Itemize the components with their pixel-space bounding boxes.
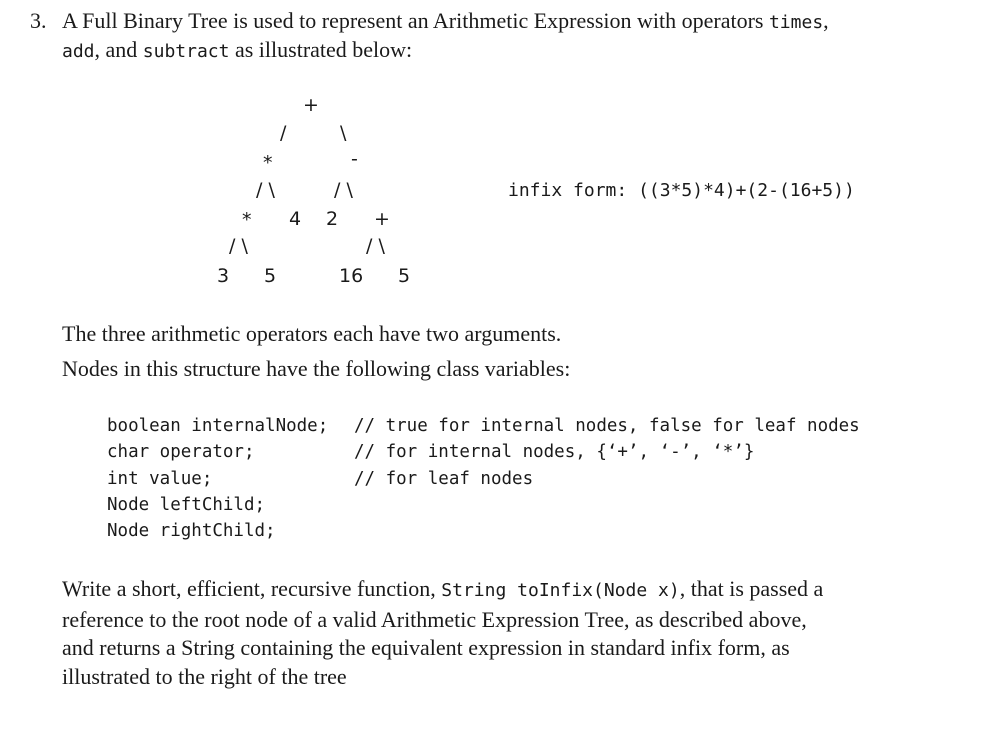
instruction-line-1 [62,575,922,606]
paragraph-operators: The three arithmetic operators each have two arguments. [62,321,562,346]
question-text-3: as illustrated below: [229,37,413,62]
tree-leaf: 5 [398,265,411,287]
infix-expression: ((3*5)*4)+(2-(16+5)) [638,180,855,201]
question-text-2: , and [94,37,143,62]
tree-leaf: 3 [217,265,230,287]
instruction-line-2: reference to the root node of a valid Arithmetic Expression Tree, as described above, [62,606,807,632]
instruction-text: , that is passed a [679,576,824,601]
code-comment: // for internal nodes, {‘+’, ‘-’, ‘*’} [354,442,755,462]
tree-leaf: 16 [339,265,364,287]
tree-root-node: + [303,94,319,116]
tree-edges: / \ [256,179,275,201]
code-decl: char operator; [107,442,255,462]
tree-edge: \ [340,122,347,144]
code-comment: // true for internal nodes, false for leaf nodes [354,416,860,436]
question-line-2 [62,37,412,63]
tree-leaf: 5 [264,265,277,287]
comma: , [823,8,829,33]
code-comment: // for leaf nodes [354,469,534,489]
paragraph-class-variables: Nodes in this structure have the following class variables: [62,356,571,381]
question-number: 3. [30,8,47,33]
operator-add: add [62,41,95,62]
tree-node: - [351,148,358,170]
tree-node: + [374,208,390,230]
question-text-1: A Full Binary Tree is used to represent an Arithmetic Expression with operators [62,8,769,33]
infix-form [508,180,855,201]
infix-label: infix form: [508,180,628,201]
operator-subtract: subtract [142,41,230,62]
tree-edges: / \ [366,235,385,257]
tree-edge: / [280,122,287,144]
tree-node: * [263,152,273,174]
tree-leaf: 4 [289,208,302,230]
code-decl: int value; [107,469,213,489]
tree-edges: / \ [229,235,248,257]
tree-edges: / \ [334,179,353,201]
function-signature: String toInfix(Node x) [441,580,680,601]
instruction-paragraph [62,575,922,691]
code-decl: Node rightChild; [107,521,276,541]
instruction-line-4: illustrated to the right of the tree [62,663,347,689]
tree-leaf: 2 [326,208,339,230]
tree-node: * [242,209,252,231]
question-line-1 [62,8,829,34]
code-decl: Node leftChild; [107,495,266,515]
instruction-text: Write a short, efficient, recursive function, [62,576,442,601]
code-decl: boolean internalNode; [107,416,329,436]
operator-times: times [768,12,824,33]
instruction-line-3: and returns a String containing the equivalent expression in standard infix form, as [62,635,790,660]
